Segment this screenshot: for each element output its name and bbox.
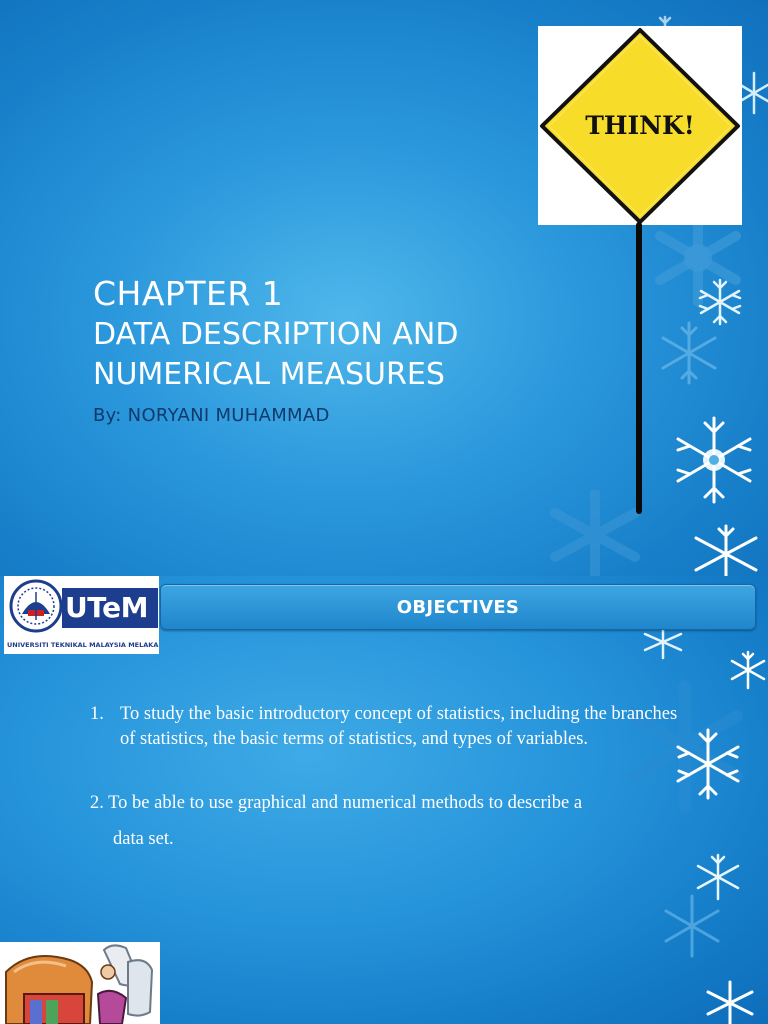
objective-text: To study the basic introductory concept of statistics, including the branches of statistics, the basic terms of statistics, and types of variables. — [120, 704, 678, 749]
chapter-title: CHAPTER 1 — [93, 274, 284, 313]
snowflake-icon — [656, 892, 728, 960]
books-icon — [0, 942, 160, 1024]
books-clipart-image — [0, 942, 160, 1024]
objectives-heading: OBJECTIVES — [396, 597, 520, 618]
objective-item-continuation: data set. — [113, 829, 174, 849]
objectives-slide — [0, 576, 768, 1024]
objective-number: 1. — [90, 704, 104, 724]
snowflake-icon — [670, 724, 746, 804]
utem-logo — [4, 576, 159, 654]
sign-post — [636, 222, 642, 514]
logo-university-name: UNIVERSITI TEKNIKAL MALAYSIA MELAKA — [7, 641, 159, 649]
subtitle-line-1: DATA DESCRIPTION AND — [93, 317, 459, 352]
snowflake-icon — [684, 524, 768, 576]
snowflake-icon — [654, 318, 724, 388]
subtitle-line-2: NUMERICAL MEASURES — [93, 357, 445, 392]
warning-sign-icon — [538, 26, 742, 225]
sign-text: THINK! — [585, 111, 695, 140]
snowflake-icon — [700, 980, 760, 1024]
title-block — [93, 274, 458, 394]
objectives-header-bar — [160, 584, 756, 630]
snowflake-icon — [666, 412, 762, 508]
snowflake-icon — [540, 490, 650, 576]
objective-item: 2. To be able to use graphical and numerical methods to describe a — [90, 793, 583, 813]
objective-item — [90, 702, 680, 752]
think-sign-image — [538, 26, 742, 225]
logo-wordmark: UTeM — [65, 591, 148, 624]
author-byline: By: NORYANI MUHAMMAD — [93, 405, 330, 426]
